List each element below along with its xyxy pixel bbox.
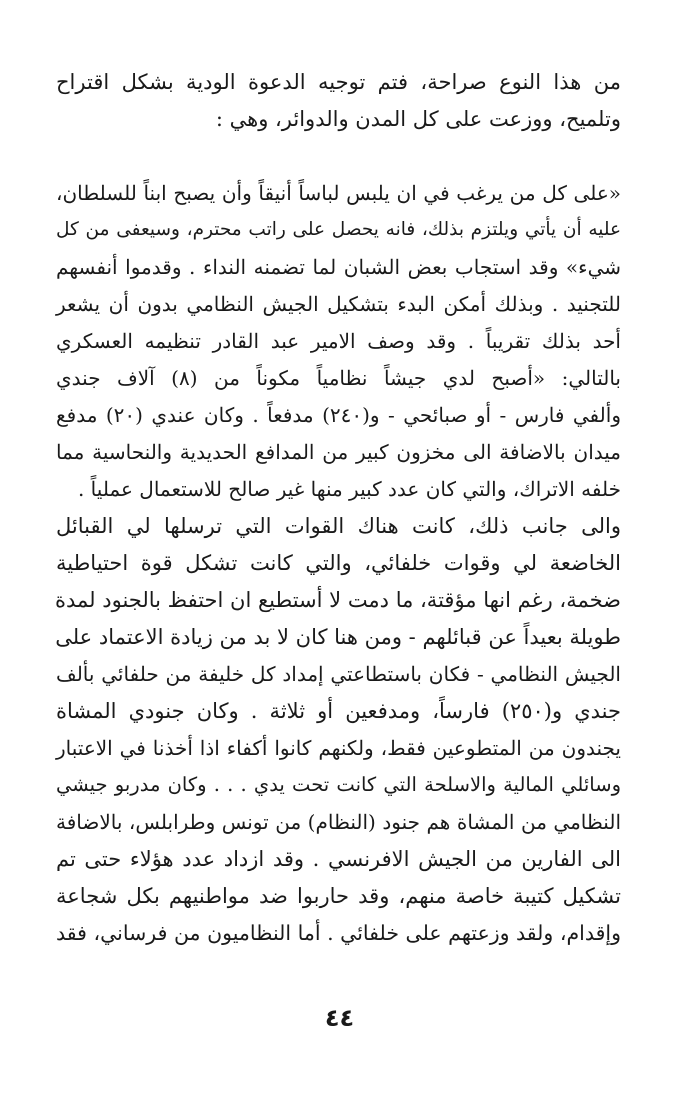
text-line: والى جانب ذلك، كانت هناك القوات التي ترسلها لي القبائل — [56, 514, 621, 538]
text-line: جندي و(٢٥٠) فارساً، ومدفعين أو ثلاثة . وكان جنودي المشاة — [56, 699, 621, 723]
text-line: الى الفارين من الجيش الافرنسي . وقد ازداد عدد هؤلاء حتى تم — [56, 847, 621, 871]
text-line: من هذا النوع صراحة، فتم توجيه الدعوة الودية بشكل اقتراح — [56, 70, 621, 94]
page-number: ٤٤ — [324, 1004, 355, 1032]
quote-line: «على كل من يرغب في ان يلبس لباساً أنيقاً وأن يصبح ابناً للسلطان، — [56, 181, 621, 205]
text-line: الجيش النظامي - فكان باستطاعتي إمداد كل خليفة من حلفائي بألف — [56, 662, 621, 686]
quote-line: وألفي فارس - أو صبائحي - و(٢٤٠) مدفعاً . وكان عندي (٢٠) مدفع — [56, 403, 621, 427]
quote-line: للتجنيد . وبذلك أمكن البدء بتشكيل الجيش النظامي بدون أن يشعر — [56, 292, 621, 316]
text-line: وتلميح، ووزعت على كل المدن والدوائر، وهي : — [215, 107, 621, 131]
quote-line: خلفه الاتراك، والتي كان عدد كبير منها غير صالح للاستعمال عملياً . — [77, 477, 621, 501]
text-line: وإقدام، ولقد وزعتهم على خلفائي . أما النظاميون من فرساني، فقد — [56, 921, 621, 945]
text-line: الخاضعة لي وقوات خلفائي، والتي كانت تشكل قوة احتياطية — [56, 551, 621, 575]
quote-line: بالتالي: «أصبح لدي جيشاً نظامياً مكوناً من (٨) آلاف جندي — [56, 366, 621, 390]
text-line: النظامي من المشاة هم جنود (النظام) من تونس وطرابلس، بالاضافة — [56, 810, 621, 834]
quote-line: شيء» وقد استجاب بعض الشبان لما تضمنه النداء . وقدموا أنفسهم — [56, 255, 621, 279]
quote-line: عليه أن يأتي ويلتزم بذلك، فانه يحصل على راتب محترم، وسيعفى من كل — [56, 219, 621, 240]
quote-line: ميدان بالاضافة الى مخزون كبير من المدافع الحديدية والنحاسية مما — [56, 440, 621, 464]
text-line: طويلة بعيداً عن قبائلهم - ومن هنا كان لا بد من زيادة الاعتماد على — [55, 625, 621, 649]
text-line: يجندون من المتطوعين فقط، ولكنهم كانوا أكفاء اذا أخذنا في الاعتبار — [56, 736, 621, 760]
quote-line: أحد بذلك تقريباً . وقد وصف الامير عبد القادر تنظيمه العسكري — [56, 329, 621, 353]
text-line: وسائلي المالية والاسلحة التي كانت تحت يدي . . . وكان مدربو جيشي — [56, 773, 621, 796]
text-line: ضخمة، رغم انها مؤقتة، ما دمت لا أستطيع ان احتفظ بالجنود لمدة — [55, 588, 621, 612]
text-line: تشكيل كتيبة خاصة منهم، وقد حاربوا ضد مواطنيهم بكل شجاعة — [56, 884, 621, 908]
